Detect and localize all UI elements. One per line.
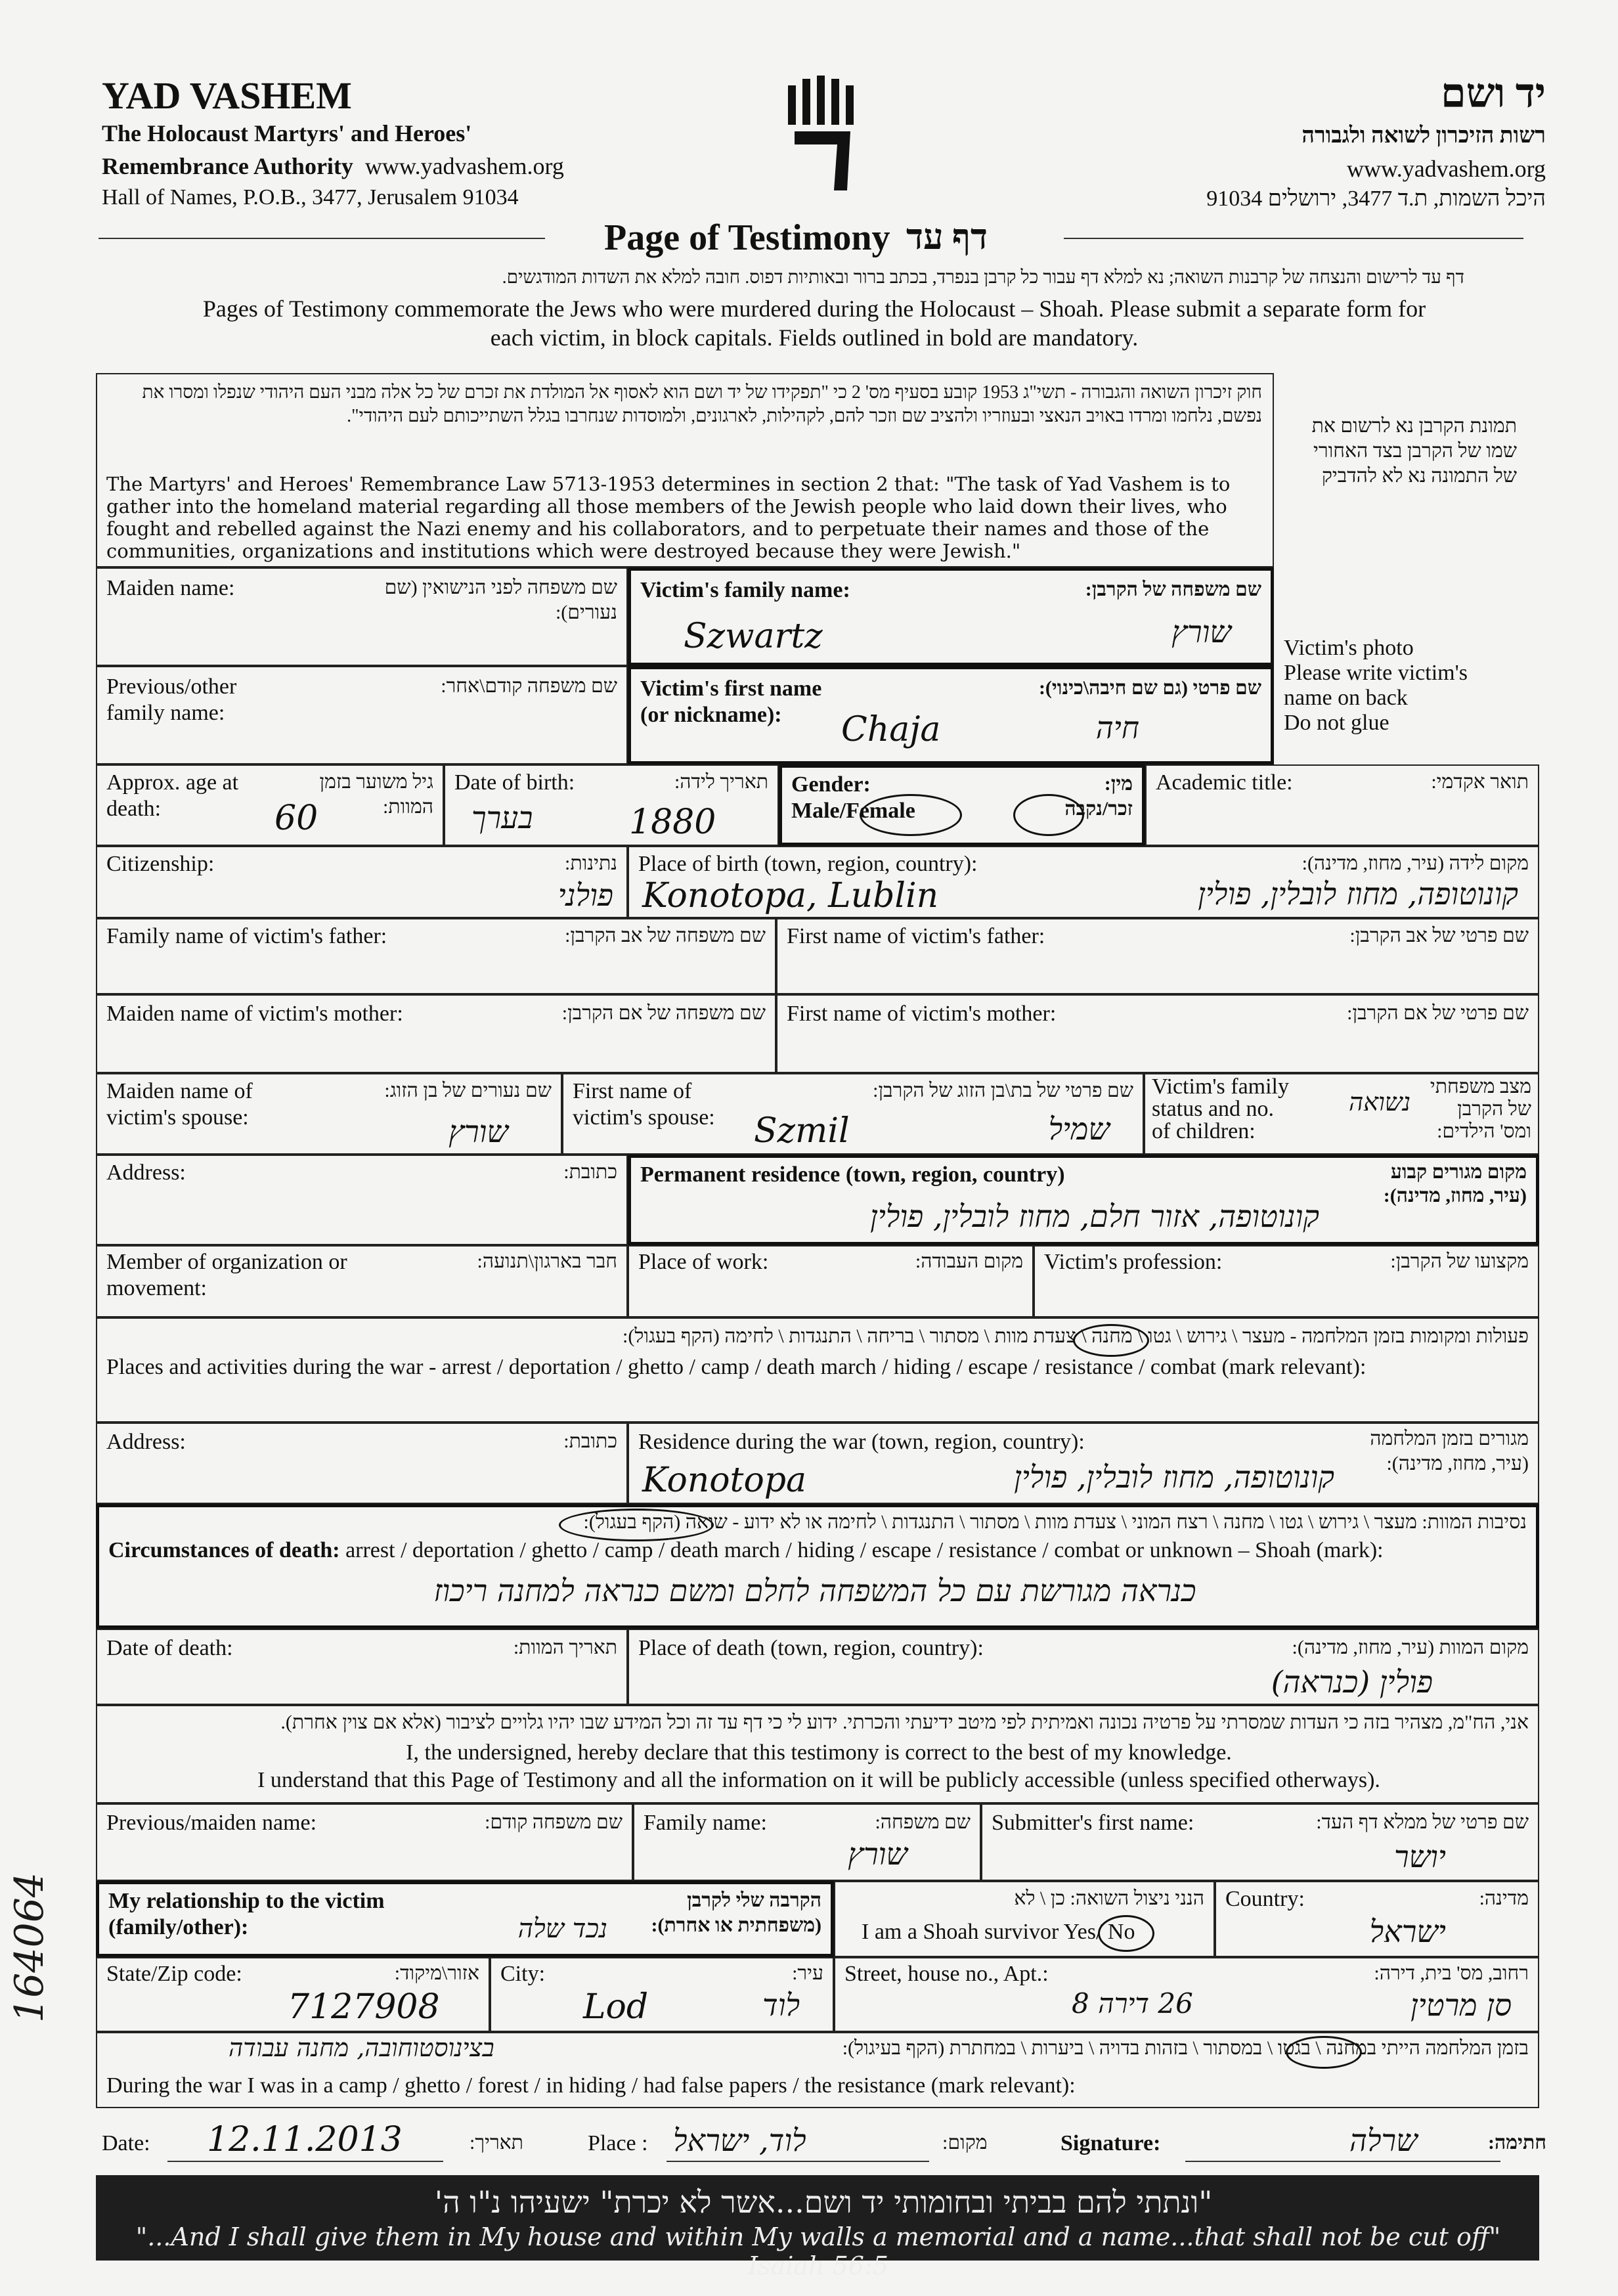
street-field[interactable]: Street, house no., Apt.: רחוב, מס' בית, דירה: 26 דירה 8 סן מרטין: [834, 1957, 1539, 2032]
family-status-field[interactable]: Victim's family status and no. of children: מצב משפחתי של הקרבן ומס' הילדים: נשואה: [1144, 1073, 1539, 1155]
yes-circle-mark: [1098, 1915, 1154, 1952]
divider-left: [98, 238, 545, 239]
submitter-first-value-he: יושר: [1394, 1839, 1446, 1874]
relationship-field[interactable]: My relationship to the victim (family/other): הקרבה שלי לקרבן (משפחתית או אחרת): נכד שלה: [96, 1881, 834, 1957]
date-value: 12.11.2013: [207, 2120, 403, 2159]
country-value-he: ישראל: [1369, 1914, 1446, 1949]
address-field[interactable]: Address: כתובת:: [96, 1155, 628, 1245]
previous-family-name-field[interactable]: Previous/other family name: שם משפחה קודם\אחר:: [96, 666, 628, 764]
website-en: www.yadvashem.org: [364, 153, 564, 179]
place-of-death-field[interactable]: Place of death (town, region, country): מקום המוות (עיר, מחוז, מדינה): פולין (כנראה): [628, 1629, 1539, 1705]
street-value-he: סן מרטין: [1410, 1987, 1512, 2023]
war-residence-value: Konotopa: [642, 1461, 807, 1500]
death-circumstances-value-he: כנראה מגורשת עם כל המשפחה לחלם ומשם כנראה למחנה ריכוז: [433, 1573, 1196, 1608]
victim-first-name-value: Chaja: [841, 710, 941, 749]
signature-value: שרלה: [1349, 2123, 1418, 2158]
footer-banner: [96, 2175, 1539, 2280]
war-residence-field[interactable]: Residence during the war (town, region, country): מגורים בזמן המלחמה (עיר, מחוז, מדינה): Konotopa קונוטופה, מחוז לובלין, פולין: [628, 1423, 1539, 1504]
profession-field[interactable]: Victim's profession: מקצועו של הקרבן:: [1034, 1245, 1539, 1317]
female-he-circle-mark: [1013, 794, 1084, 836]
instructions-he: דף עד לרישום והנצחה של קרבנות השואה; נא למלא דף עבור כל קרבן בנפרד, בכתב ברור ובאותיות דפוס. חובה למלא את השדות המודגשים.: [502, 267, 1464, 288]
victim-family-name-value-he: שורץ: [1171, 614, 1231, 650]
female-circle-mark: [860, 794, 962, 836]
place-of-birth-field[interactable]: Place of birth (town, region, country): מקום לידה (עיר, מחוז, מדינה): Konotopa, Lublin קונוטופה, מחוז לובלין, פולין: [628, 846, 1539, 918]
age-value: 60: [274, 799, 318, 838]
city-value-he: לוד: [762, 1987, 800, 2023]
permanent-residence-value-he: קונוטופה, אזור חלם, מחוז לובלין, פולין: [870, 1199, 1319, 1234]
submitter-previous-name-field[interactable]: Previous/maiden name: שם משפחה קודם:: [96, 1803, 633, 1881]
permanent-residence-field[interactable]: Permanent residence (town, region, country) מקום מגורים קבוע (עיר, מחוז, מדינה): קונוטופה, אזור חלם, מחוז לובלין, פולין: [628, 1155, 1539, 1245]
footer-quote-en: "...And I shall give them in My house and within My walls a memorial and a name...that shall not be cut off" Isaiah 56:5: [135, 2222, 1501, 2280]
law-text-en: The Martyrs' and Heroes' Remembrance Law 5713-1953 determines in section 2 that: "The task of Yad Vashem is to gather into the homeland material regarding all those members of the Jewish people who laid down their lives, who fought and rebelled against the Nazi enemy and his collaborators, and to perpetuate their names and those of the communities, organizations and institutions which were destroyed because they were Jewish.": [106, 473, 1231, 562]
city-value: Lod: [583, 1987, 649, 2027]
page-title-he: דף עד: [906, 217, 988, 257]
place-value-he: לוד, ישראל: [673, 2123, 806, 2158]
camp-circle-mark: [1286, 2036, 1362, 2069]
academic-title-field[interactable]: Academic title: תואר אקדמי:: [1145, 764, 1539, 846]
spouse-maiden-value-he: שורץ: [448, 1114, 508, 1149]
war-address-field[interactable]: Address: כתובת:: [96, 1423, 628, 1504]
country-field[interactable]: Country: מדינה: ישראל: [1215, 1881, 1539, 1957]
war-residence-value-he: קונוטופה, מחוז לובלין, פולין: [1014, 1459, 1334, 1495]
father-family-name-field[interactable]: Family name of victim's father: שם משפחה של אב הקרבן:: [96, 918, 776, 994]
org-sub1-en: The Holocaust Martyrs' and Heroes': [102, 120, 472, 146]
address-he: היכל השמות, ת.ד 3477, ירושלים 91034: [1206, 187, 1546, 211]
father-first-name-field[interactable]: First name of victim's father: שם פרטי של אב הקרבן:: [776, 918, 1539, 994]
family-status-value-he: נשואה: [1349, 1088, 1411, 1116]
spouse-first-name-field[interactable]: First name of victim's spouse: שם פרטי של בת\בן הזוג של הקרבן: Szmil שמיל: [562, 1073, 1144, 1155]
dob-value-he: בערך: [471, 800, 533, 835]
instructions-en: Pages of Testimony commemorate the Jews who were murdered during the Holocaust – Shoah. Please submit a separate form for each victim, in block capitals. Fields outlined in bold are mandatory.: [202, 296, 1426, 351]
zip-code-field[interactable]: State/Zip code: אזור\מיקוד: 7127908: [96, 1957, 490, 2032]
victim-family-name-field[interactable]: Victim's family name: שם משפחה של הקרבן: Szwartz שורץ: [628, 567, 1274, 666]
spouse-first-value: Szmil: [754, 1111, 850, 1151]
org-name-en: YAD VASHEM: [102, 74, 352, 117]
street-value: 26 דירה 8: [1072, 1987, 1193, 2020]
citizenship-field[interactable]: Citizenship: נתינות: פולני: [96, 846, 628, 918]
zip-value: 7127908: [288, 1987, 440, 2027]
website-he: www.yadvashem.org: [1347, 156, 1546, 182]
signature-row: Date: 12.11.2013 תאריך: Place : לוד, ישראל מקום: Signature: שרלה חתימה:: [102, 2120, 1546, 2173]
victim-first-name-value-he: חיה: [1095, 710, 1139, 745]
submitter-family-value-he: שורץ: [848, 1836, 907, 1872]
org-sub2-en: Remembrance Authority: [102, 153, 353, 179]
unknown-shoah-circle-mark: [559, 1509, 714, 1541]
org-name-he: יד ושם: [1440, 72, 1546, 116]
relationship-value-he: נכד שלה: [517, 1914, 607, 1944]
birthplace-value: Konotopa, Lublin: [642, 876, 939, 916]
victim-first-name-field[interactable]: Victim's first name (or nickname): שם פרטי (גם שם חיבה\כינוי): Chaja חיה: [628, 666, 1274, 764]
gender-field[interactable]: Gender: Male/Female מין: זכר/נקבה: [779, 764, 1145, 846]
photo-instructions-en: Victim's photo Please write victim's name on back Do not glue: [1284, 636, 1468, 735]
spouse-first-value-he: שמיל: [1048, 1111, 1110, 1147]
submitter-wartime-field[interactable]: בזמן המלחמה הייתי במחנה \ בגטו \ במסתור \ בזהות בדויה \ ביערות \ במחתרת (הקף בעיגול): בצינוסטוחובה, מחנה עבודה During the war I was in a camp / ghetto / forest / in hiding / had false papers / the resistance (mark relevant):: [96, 2032, 1539, 2108]
place-of-work-field[interactable]: Place of work: מקום העבודה:: [628, 1245, 1034, 1317]
circumstances-of-death-field[interactable]: נסיבות המוות: מעצר \ גירוש \ גטו \ מחנה \ רצח המוני \ צעדת מוות \ מסתור \ התנגדות \ לחימה או לא ידוע - שואה (הקף בעגול): Circumstances of death: arrest / deportation / ghetto / camp / death march / hiding / escape / resistance / combat or unknown – Shoah (mark): כנראה מגורשת עם כל המשפחה לחלם ומשם כנראה למחנה ריכוז: [96, 1504, 1539, 1629]
submitter-family-name-field[interactable]: Family name: שם משפחה: שורץ: [633, 1803, 981, 1881]
deportation-circle-mark: [1073, 1324, 1149, 1357]
submitter-wartime-value-he: בצינוסטוחובה, מחנה עבודה: [229, 2033, 494, 2062]
age-at-death-field[interactable]: Approx. age at death: גיל משוער בזמן המוות: 60: [96, 764, 444, 846]
mother-maiden-name-field[interactable]: Maiden name of victim's mother: שם משפחה של אם הקרבן:: [96, 994, 776, 1073]
member-organization-field[interactable]: Member of organization or movement: חבר בארגון\תנועה:: [96, 1245, 628, 1317]
city-field[interactable]: City: עיר: Lod לוד: [490, 1957, 834, 2032]
law-text-he: חוק זיכרון השואה והגבורה - תשי"ג 1953 קובע בסעיף מס' 2 כי "תפקידו של יד ושם הוא לאסוף אל המולדת את זכרם של כל אלה מבני העם היהודי שנפלו ומסרו את נפשם, נלחמו ומרדו באויב הנאצי ובעוזריו ולהציב שם וזכר להם, לקהילות, לארגונים, ולמוסדות שנחרבו בגלל השתייכותם לעם היהודי".: [142, 382, 1262, 426]
wartime-activities-field[interactable]: פעולות ומקומות בזמן המלחמה - מעצר \ גירוש \ גטו \ מחנה \ צעדת מוות \ מסתור \ בריחה \ התנגדות \ לחימה (הקף בעגול): Places and activities during the war - arrest / deportation / ghetto / camp / death march / hiding / escape / resistance / combat (mark relevant):: [96, 1317, 1539, 1423]
place-of-death-value-he: פולין (כנראה): [1271, 1664, 1433, 1700]
law-box: [96, 373, 1274, 567]
spouse-maiden-name-field[interactable]: Maiden name of victim's spouse: שם נעורים של בן הזוג: שורץ: [96, 1073, 562, 1155]
dob-value: 1880: [629, 803, 716, 842]
victim-family-name-value: Szwartz: [684, 617, 823, 656]
maiden-name-field[interactable]: Maiden name: שם משפחה לפני הנישואין (שם נעורים):: [96, 567, 628, 666]
page-title-en: Page of Testimony: [604, 217, 890, 258]
photo-instructions-he: תמונת הקרבן נא לרשום את שמו של הקרבן בצד האחורי של התמונה נא לא להדביק: [1311, 415, 1517, 487]
date-of-birth-field[interactable]: Date of birth: תאריך לידה: 1880 בערך: [444, 764, 779, 846]
org-sub1-he: רשות הזיכרון לשואה ולגבורה: [1301, 123, 1546, 148]
survivor-field[interactable]: הנני ניצול השואה: כן \ לא I am a Shoah survivor Yes/ No: [834, 1881, 1215, 1957]
footer-quote-he: "ונתתי להם בביתי ובחומותי יד ושם...אשר לא יכרת" ישעיהו נ"ו ה': [434, 2184, 1213, 2220]
citizenship-value-he: פולני: [558, 877, 613, 913]
submitter-first-name-field[interactable]: Submitter's first name: שם פרטי של ממלא דף העד: יושר: [981, 1803, 1539, 1881]
mother-first-name-field[interactable]: First name of victim's mother: שם פרטי של אם הקרבן:: [776, 994, 1539, 1073]
birthplace-value-he: קונוטופה, מחוז לובלין, פולין: [1198, 876, 1518, 912]
declaration-box: אני, הח"מ, מצהיר בזה כי העדות שמסרתי על פרטיה נכונה ואמיתית לפי מיטב ידיעתי והכרתי. ידוע לי כי דף עד זה וכל המידע שבו יהיו גלויים לציבור (אלא אם צוין אחרת). I, the undersigned, hereby declare that this testimony is correct to the best of my knowledge. I understand that this Page of Testimony and all the information on it will be publicly accessible (unless specified otherways).: [96, 1705, 1539, 1803]
yad-vashem-logo: [781, 72, 867, 197]
margin-number: 164064: [7, 1872, 53, 2023]
divider-right: [1064, 238, 1523, 239]
date-of-death-field[interactable]: Date of death: תאריך המוות:: [96, 1629, 628, 1705]
address-en: Hall of Names, P.O.B., 3477, Jerusalem 91034: [102, 185, 519, 210]
